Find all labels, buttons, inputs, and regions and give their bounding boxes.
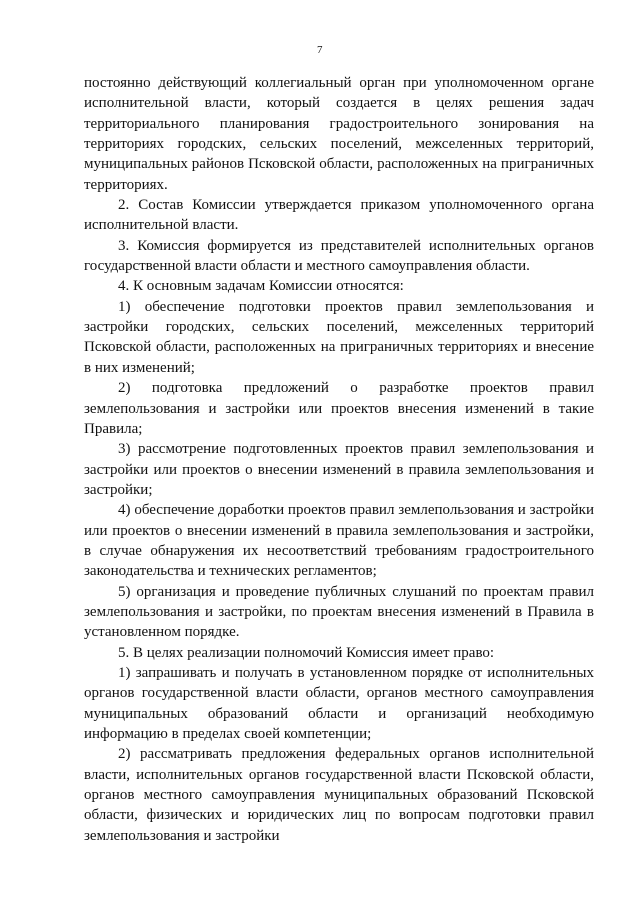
paragraph-item-3-formation: 3. Комиссия формируется из представителей исполнительных органов государственной власти области и местного самоуправления области. [84,237,594,275]
paragraph-commission-definition-continued: постоянно действующий коллегиальный орган при уполномоченном органе исполнительной власти, который создается в целях решения задач территориального планирования градостроительного зонирования на территориях городских, сельских поселений, межселенных территорий, муниципальных районов Псковской области, расположенных на приграничных территориях. [84,75,594,193]
list-item-task-1: 1) обеспечение подготовки проектов правил землепользования и застройки городских, сельских поселений, межселенных территорий Псковской области, расположенных на приграничных территориях и внесение в них изменений; [84,298,594,376]
paragraph-item-5-rights-heading: 5. В целях реализации полномочий Комиссия имеет право: [118,644,495,661]
paragraph-item-4-tasks-heading: 4. К основным задачам Комиссии относятся: [118,278,404,295]
list-item-task-2: 2) подготовка предложений о разработке проектов правил землепользования и застройки или проектов внесения изменений в такие Правила; [84,380,594,437]
paragraph-item-2-composition: 2. Состав Комиссии утверждается приказом уполномоченного органа исполнительной власти. [84,197,594,234]
list-item-task-5: 5) организация и проведение публичных слушаний по проектам правил землепользования и застройки, по проектам внесения изменений в Правила в установленном порядке. [84,583,594,641]
list-item-task-4: 4) обеспечение доработки проектов правил землепользования и застройки или проектов о внесении изменений в правила землепользования и застройки, в случае обнаружения их несоответствий требованиям градостроительного законодательства и технических регламентов; [84,502,594,580]
list-item-right-1: 1) запрашивать и получать в установленном порядке от исполнительных органов государственной власти области, органов местного самоуправления муниципальных образований области и организаций необходимую информацию в пределах своей компетенции; [84,664,594,742]
document-body [84,73,594,846]
list-item-right-2: 2) рассматривать предложения федеральных органов исполнительной власти, исполнительных органов государственной власти Псковской области, органов местного самоуправления муниципальных образований Псковской области, физических и юридических лиц по вопросам подготовки правил землепользования и застройки [84,746,594,844]
page-number: 7 [317,44,323,56]
list-item-task-3: 3) рассмотрение подготовленных проектов правил землепользования и застройки или проектов о внесении изменений в правила землепользования и застройки; [84,441,594,498]
